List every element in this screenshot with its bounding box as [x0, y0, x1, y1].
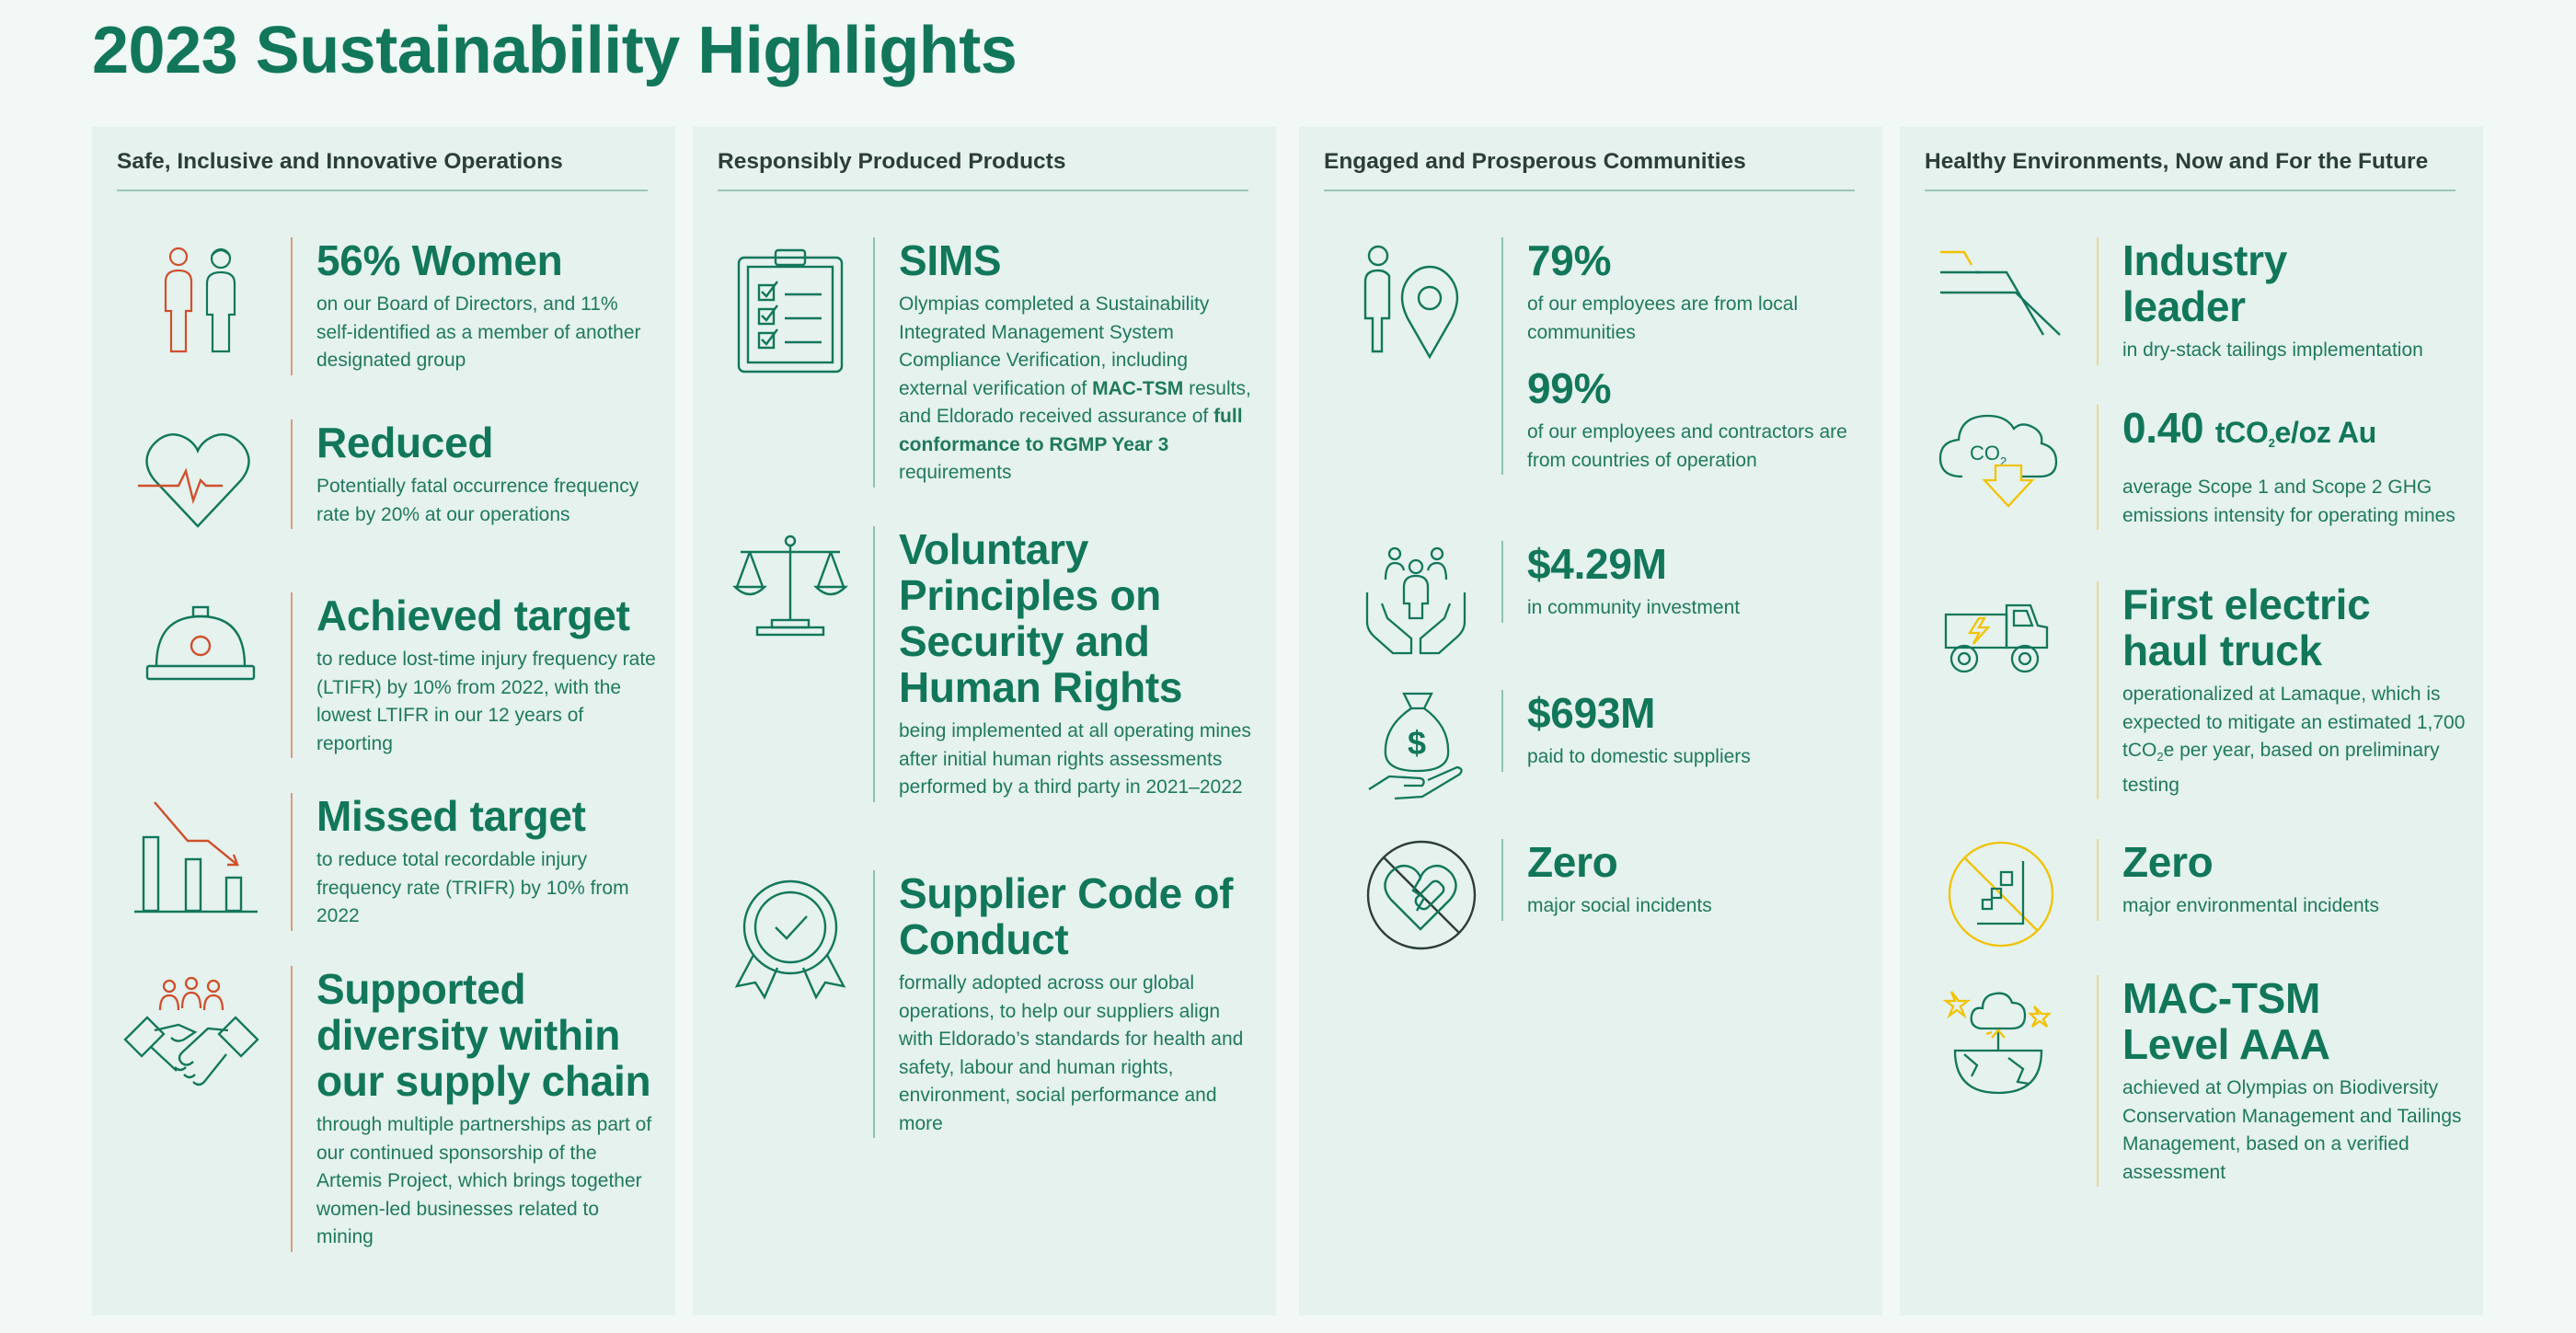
column-safe-operations — [92, 127, 675, 1316]
stat-headline: 56% Women — [316, 236, 563, 284]
stat-description: formally adopted across our global operations, to help our suppliers align with Eldorado’s standards for health and safety, labour and human rights, environment, social performance and more — [899, 972, 1244, 1134]
hands-holding-people-icon — [1365, 546, 1466, 655]
tree-globe-icon — [1944, 981, 2053, 1097]
stat-headline: Supplier Code of Conduct — [899, 869, 1234, 963]
hard-hat-icon — [145, 605, 256, 684]
award-badge-icon — [733, 879, 847, 999]
stat-headline: 79% — [1527, 236, 1612, 284]
column-heading: Healthy Environments, Now and For the Future — [1925, 149, 2455, 191]
column-heading: Engaged and Prosperous Communities — [1324, 149, 1855, 191]
no-broken-heart-icon — [1365, 839, 1478, 951]
stat-headline: $693M — [1527, 689, 1656, 737]
stat-headline-secondary: 99% — [1527, 364, 1612, 412]
stat-headline: 0.40 tCO$_2$e/oz Au — [2122, 404, 2377, 452]
women-figures-icon — [155, 243, 247, 357]
stat-description: major social incidents — [1527, 895, 1712, 916]
no-landslide-icon — [1946, 839, 2056, 949]
clipboard-checklist-icon — [737, 248, 844, 373]
stat-headline: Reduced — [316, 419, 494, 466]
stat-description: being implemented at all operating mines after initial human rights assessments performed by a third party in 2021–2022 — [899, 720, 1251, 798]
stat-headline: Voluntary Principles on Security and Human Rights — [899, 525, 1183, 711]
stat-headline: Zero — [1527, 838, 1618, 886]
svg-text:$: $ — [1407, 724, 1427, 762]
stat-description: through multiple partnerships as part of our continued sponsorship of the Artemis Project, which brings together women-led businesses related to mining — [316, 1114, 652, 1247]
stat-description: to reduce total recordable injury frequency rate (TRIFR) by 10% from 2022 — [316, 849, 629, 926]
stat-description: on our Board of Directors, and 11% self-identified as a member of another designated group — [316, 293, 641, 371]
stat-description: Olympias completed a Sustainability Integrated Management System Compliance Verification, including external verification of MAC-TSM results, and Eldorado received assurance of full conformance to RGMP Year 3 requirements — [899, 293, 1251, 483]
column-communities — [1299, 127, 1882, 1316]
column-heading: Safe, Inclusive and Innovative Operations — [117, 149, 648, 191]
stat-headline: First electric haul truck — [2122, 580, 2371, 674]
page-title: 2023 Sustainability Highlights — [92, 14, 1018, 87]
stat-description-secondary: of our employees and contractors are from countries of operation — [1527, 421, 1847, 471]
heart-pulse-icon — [138, 427, 258, 530]
stat-headline: MAC-TSM Level AAA — [2122, 974, 2330, 1068]
column-responsible-products — [693, 127, 1276, 1316]
balance-scale-icon — [735, 535, 845, 637]
person-location-pin-icon — [1363, 245, 1465, 359]
column-environments — [1900, 127, 2483, 1316]
stat-description: operationalized at Lamaque, which is expected to mitigate an estimated 1,700 tCO$_2$e per year, based on preliminary testing — [2122, 684, 2466, 796]
stat-headline: Zero — [2122, 838, 2214, 886]
stat-description: achieved at Olympias on Biodiversity Conservation Management and Tailings Management, based on a verified assessment — [2122, 1077, 2462, 1183]
stat-headline: Achieved target — [316, 592, 630, 639]
bar-chart-down-icon — [134, 800, 258, 914]
handshake-group-icon — [123, 979, 259, 1093]
stat-description: in community investment — [1527, 597, 1741, 618]
stat-description: major environmental incidents — [2122, 895, 2379, 916]
money-bag-hand-icon — [1367, 690, 1466, 804]
stat-headline: $4.29M — [1527, 540, 1667, 588]
stat-description: in dry-stack tailings implementation — [2122, 339, 2423, 361]
stat-description: to reduce lost-time injury frequency rate (LTIFR) by 10% from 2022, with the lowest LTIFR in our 12 years of reporting — [316, 649, 656, 754]
stat-headline: Industry leader — [2122, 236, 2288, 330]
electric-haul-truck-icon — [1942, 602, 2051, 675]
stat-description: of our employees are from local communities — [1527, 293, 1799, 343]
stat-description: Potentially fatal occurrence frequency rate by 20% at our operations — [316, 476, 639, 525]
stat-description: average Scope 1 and Scope 2 GHG emissions intensity for operating mines — [2122, 477, 2455, 526]
stat-headline: SIMS — [899, 236, 1002, 284]
column-heading: Responsibly Produced Products — [718, 149, 1248, 191]
stat-description: paid to domestic suppliers — [1527, 746, 1751, 767]
co2-cloud-down-icon — [1937, 407, 2060, 510]
dry-stack-tailings-icon — [1940, 248, 2064, 337]
co2-label: $CO_2$ — [1970, 442, 2007, 468]
stat-headline: Supported diversity within our supply chain — [316, 965, 651, 1105]
stat-headline: Missed target — [316, 792, 586, 840]
